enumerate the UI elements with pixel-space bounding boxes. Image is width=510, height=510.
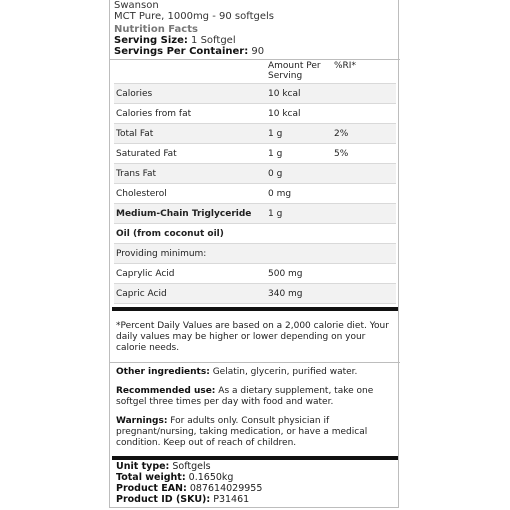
facts-title: Nutrition Facts <box>114 24 198 35</box>
product-name: MCT Pure, 1000mg - 90 softgels <box>114 11 274 22</box>
nutrition-panel <box>109 0 399 508</box>
table-row: Calories 10 kcal <box>114 84 396 104</box>
nutrition-table <box>114 60 396 304</box>
product-sku: Product ID (SKU): P31461 <box>116 494 250 505</box>
amount-header: Amount Per Serving <box>266 60 332 84</box>
other-ingredients: Other ingredients: Gelatin, glycerin, purified water. <box>116 367 358 377</box>
recommended-use: Recommended use: As a dietary supplement, take one softgel three times per day with food and water. <box>116 386 374 407</box>
brand-name: Swanson <box>114 0 159 11</box>
table-header-row <box>114 60 396 84</box>
unit-type: Unit type: Softgels <box>116 461 211 472</box>
total-weight: Total weight: 0.1650kg <box>116 472 234 483</box>
table-row: Saturated Fat 1 g 5% <box>114 144 396 164</box>
table-row: Medium-Chain Triglyceride 1 g <box>114 204 396 224</box>
ri-header: %RI* <box>332 60 396 84</box>
table-row: Capric Acid 340 mg <box>114 284 396 304</box>
table-row: Total Fat 1 g 2% <box>114 124 396 144</box>
product-ean: Product EAN: 087614029955 <box>116 483 263 494</box>
table-row: Oil (from coconut oil) <box>114 224 396 244</box>
product-info <box>114 460 396 506</box>
table-row: Trans Fat 0 g <box>114 164 396 184</box>
serving-size: Serving Size: 1 Softgel <box>114 35 236 46</box>
table-row: Cholesterol 0 mg <box>114 184 396 204</box>
warnings: Warnings: For adults only. Consult physician if pregnant/nursing, taking medication, or have a medical condition. Keep out of reach of children. <box>116 416 368 448</box>
table-row: Caprylic Acid 500 mg <box>114 264 396 284</box>
panel-header <box>114 0 396 57</box>
table-row: Providing minimum: <box>114 244 396 264</box>
footnote: *Percent Daily Values are based on a 2,000 calorie diet. Your daily values may be higher or lower depending on your calorie needs. <box>116 321 389 353</box>
table-row: Calories from fat 10 kcal <box>114 104 396 124</box>
servings-per-container: Servings Per Container: 90 <box>114 46 265 57</box>
